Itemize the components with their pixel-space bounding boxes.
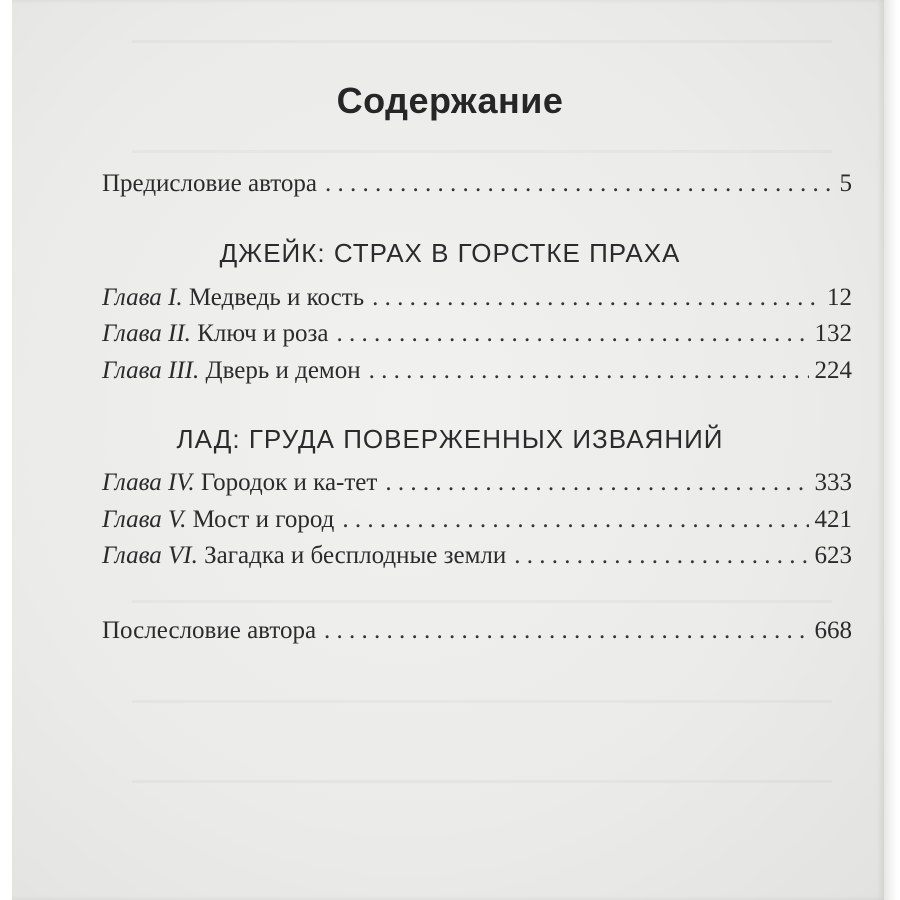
dot-leader [337,320,809,348]
dot-leader [342,506,808,534]
bleed-through [132,600,832,603]
bleed-through [132,40,832,43]
toc-entry-afterword [102,617,852,649]
toc-entry-label [102,320,329,348]
toc-entry-label [102,284,364,312]
toc-entry-chapter-6 [102,542,852,574]
chapter-number: Глава V. [102,506,187,533]
toc-entry-label [102,542,506,570]
chapter-number: Глава I. [102,284,183,311]
chapter-title: Медведь и кость [182,284,365,311]
toc-page-number: 623 [814,542,852,569]
chapter-title: Загадка и бесплодные земли [197,542,507,569]
toc-page-number: 12 [827,284,852,311]
chapter-number: Глава IV. [102,469,195,496]
chapter-title: Дверь и демон [199,357,361,384]
dot-leader [324,617,808,645]
toc-page-number: 333 [814,469,852,496]
toc-entry-chapter-5 [102,506,852,538]
toc-page-number: 668 [814,617,852,644]
dot-leader [514,542,808,570]
chapter-title: Ключ и роза [190,320,329,347]
toc-entry-label [102,506,334,534]
bleed-through [132,700,832,703]
toc-page-number: 224 [814,357,852,384]
dot-leader [325,170,834,198]
dot-leader [385,469,808,497]
toc-page-number: 421 [814,506,852,533]
chapter-title: Мост и город [186,506,335,533]
chapter-number: Глава III. [102,357,200,384]
page-title: Содержание [336,80,564,121]
chapter-title: Городок и ка-тет [194,469,378,496]
toc-page-number: 5 [839,170,852,197]
dot-leader [369,357,809,385]
toc-entry-label [102,469,377,497]
chapter-number: Глава VI. [102,542,198,569]
part-heading-2: ЛАД: ГРУДА ПОВЕРЖЕННЫХ ИЗВАЯНИЙ [176,424,724,454]
toc-entry-preface [102,170,852,202]
toc-entry-chapter-4 [102,469,852,501]
chapter-number: Глава II. [102,320,191,347]
part-heading-1: ДЖЕЙК: СТРАХ В ГОРСТКЕ ПРАХА [219,238,681,268]
toc-entry-chapter-2 [102,320,852,352]
bleed-through [132,780,832,783]
bleed-through [132,150,832,153]
toc-entry-label: Послесловие автора [102,617,317,644]
toc-entry-chapter-3 [102,357,852,389]
dot-leader [372,284,821,312]
toc-entry-chapter-1 [102,284,852,316]
toc-entry-label: Предисловие автора [102,170,317,197]
toc-entry-label [102,357,361,385]
toc-page-number: 132 [814,320,852,347]
